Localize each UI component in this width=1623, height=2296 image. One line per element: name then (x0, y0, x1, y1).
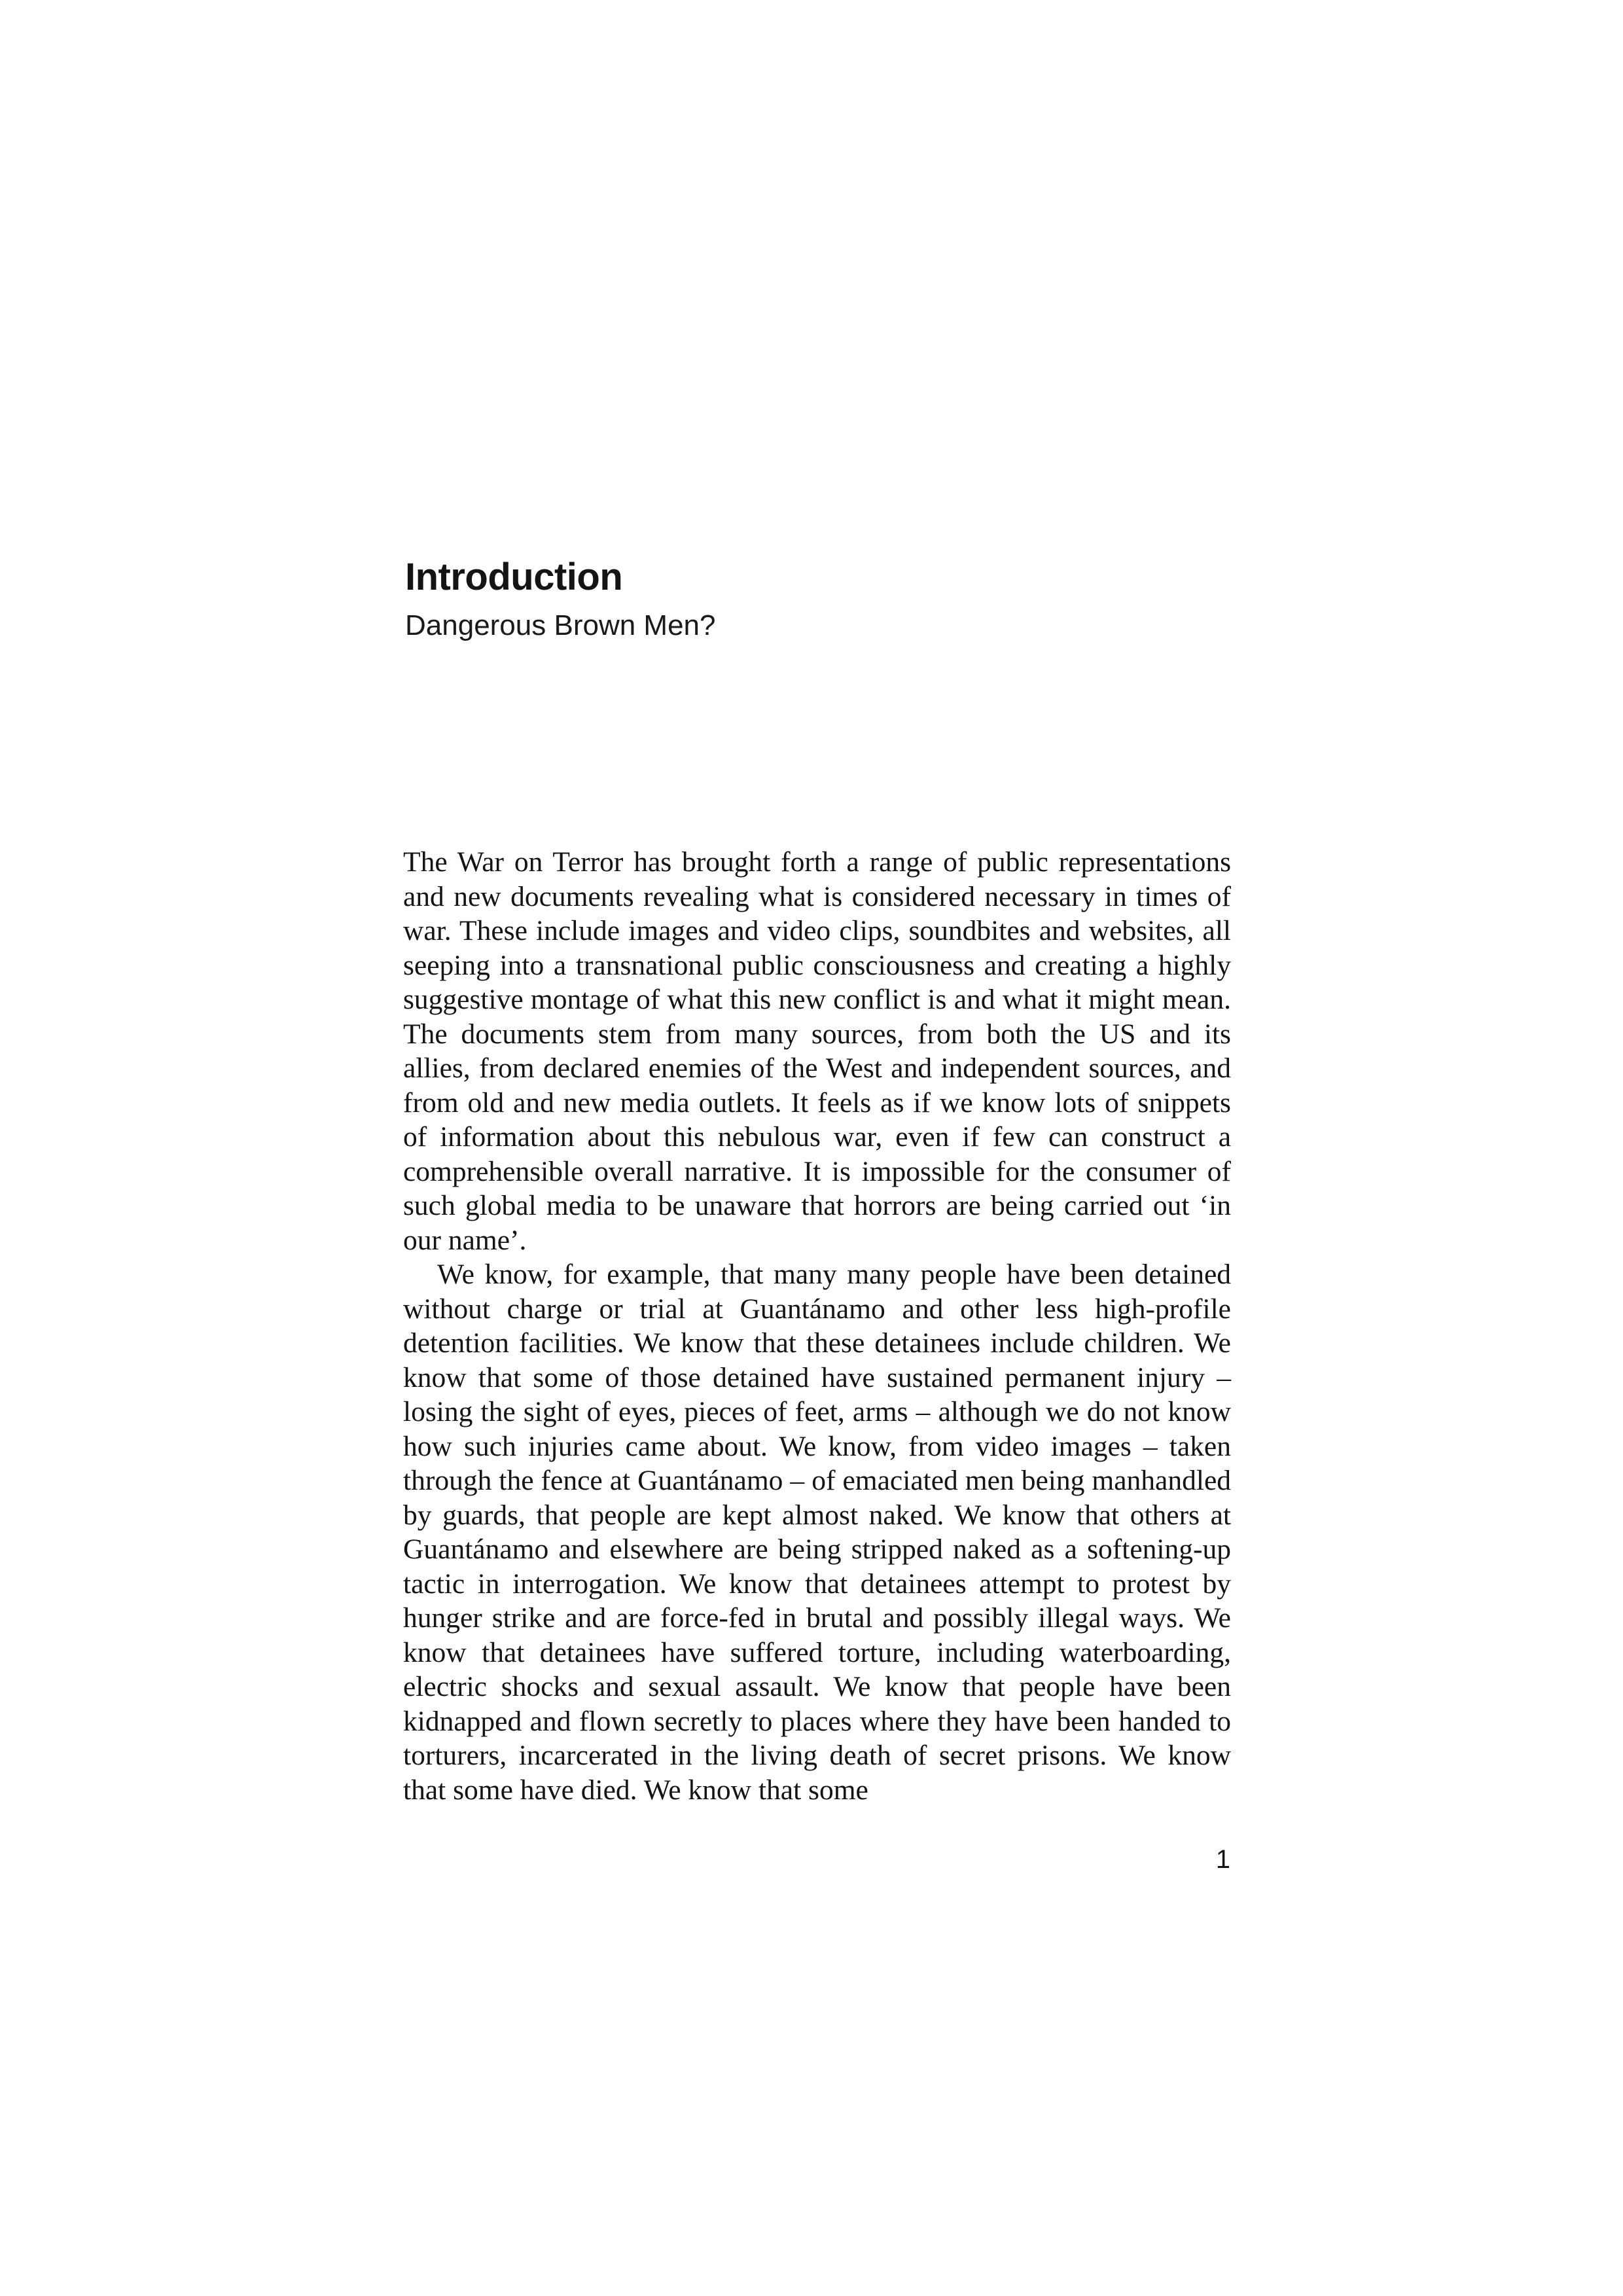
body-text (403, 845, 1231, 1807)
chapter-title: Introduction (405, 556, 623, 598)
chapter-subtitle: Dangerous Brown Men? (405, 609, 716, 641)
paragraph-2: We know, for example, that many many people have been detained without charge or trial at Guantánamo and other less high-profile detention facilities. We know that these detainees include children. We know that some of those detained have sustained permanent injury – losing the sight of eyes, pieces of feet, arms – although we do not know how such injuries came about. We know, from video images – taken through the fence at Guantánamo – of emaciated men being manhandled by guards, that people are kept almost naked. We know that others at Guantánamo and elsewhere are being stripped naked as a softening-up tactic in interrogation. We know that detainees attempt to protest by hunger strike and are force-fed in brutal and possibly illegal ways. We know that detainees have suffered torture, including waterboarding, electric shocks and sexual assault. We know that people have been kidnapped and flown secretly to places where they have been handed to torturers, incarcerated in the living death of secret prisons. We know that some have died. We know that some (403, 1259, 1231, 1806)
paragraph-1: The War on Terror has brought forth a range of public representations and new documents revealing what is considered necessary in times of war. These include images and video clips, soundbites and websites, all seeping into a transnational public consciousness and creating a highly suggestive montage of what this new conflict is and what it might mean. The documents stem from many sources, from both the US and its allies, from declared enemies of the West and independent sources, and from old and new media outlets. It feels as if we know lots of snippets of information about this nebulous war, even if few can construct a comprehensible overall narrative. It is impossible for the consumer of such global media to be unaware that horrors are being carried out ‘in our name’. (403, 846, 1231, 1256)
page-number: 1 (1215, 1845, 1230, 1874)
